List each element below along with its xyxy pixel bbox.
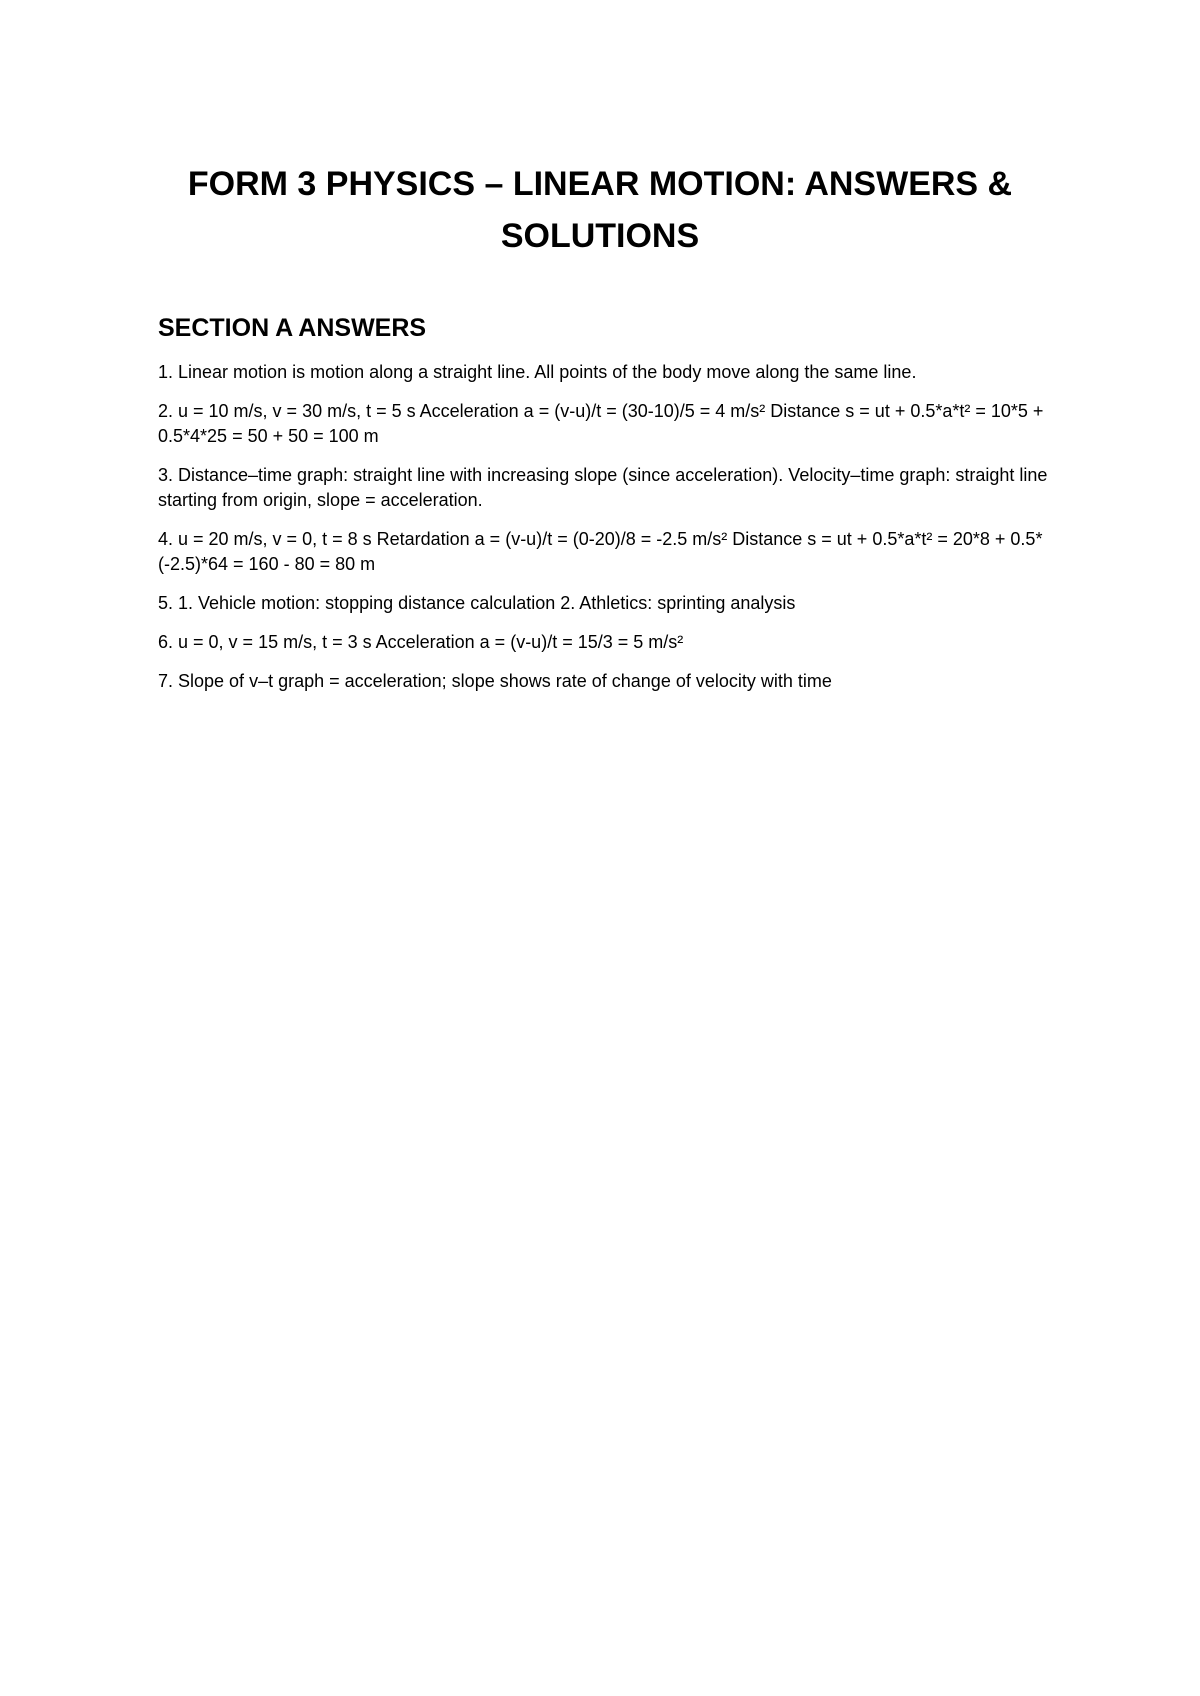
document-title: FORM 3 PHYSICS – LINEAR MOTION: ANSWERS & SOLUTIONS — [187, 165, 1013, 255]
answer-4: 4. u = 20 m/s, v = 0, t = 8 s Retardation a = (v-u)/t = (0-20)/8 = -2.5 m/s² Distance s = ut + 0.5*a*t² = 20*8 + 0.5*(-2.5)*64 = 160 - 80 = 80 m — [158, 529, 1043, 574]
answer-2: 2. u = 10 m/s, v = 30 m/s, t = 5 s Acceleration a = (v-u)/t = (30-10)/5 = 4 m/s² Distance s = ut + 0.5*a*t² = 10*5 + 0.5*4*25 = 50 + 50 = 100 m — [158, 401, 1044, 446]
answer-6: 6. u = 0, v = 15 m/s, t = 3 s Acceleration a = (v-u)/t = 15/3 = 5 m/s² — [158, 632, 684, 652]
answer-5: 5. 1. Vehicle motion: stopping distance calculation 2. Athletics: sprinting analysis — [158, 593, 796, 613]
answer-3: 3. Distance–time graph: straight line with increasing slope (since acceleration). Velocity–time graph: straight line starting from origin, slope = acceleration. — [158, 465, 1048, 510]
answer-7: 7. Slope of v–t graph = acceleration; slope shows rate of change of velocity with time — [158, 671, 832, 691]
answer-1: 1. Linear motion is motion along a straight line. All points of the body move along the same line. — [158, 362, 917, 382]
section-a — [158, 312, 1058, 708]
section-heading: SECTION A ANSWERS — [158, 314, 427, 342]
answer-list — [158, 360, 1058, 694]
